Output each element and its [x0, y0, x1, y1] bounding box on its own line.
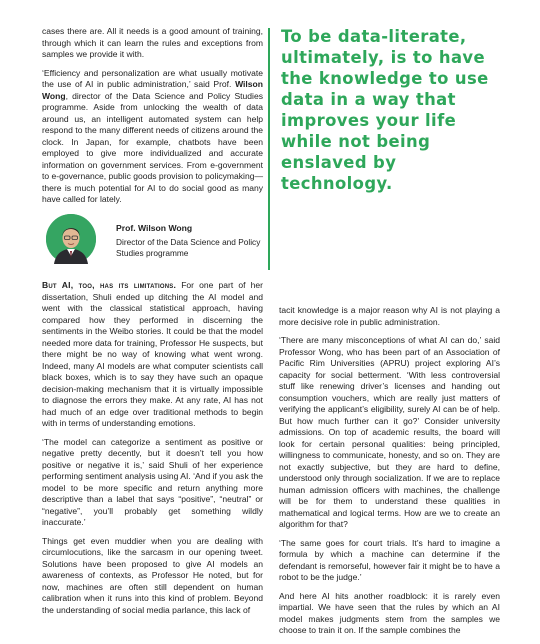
pullquote: To be data-literate, ultimately, is to have the knowledge to use data in a way that improves your life while not being enslaved by technology.	[281, 27, 489, 193]
paragraph-limitations	[42, 280, 263, 430]
paragraph-efficiency	[42, 68, 263, 206]
paragraph-court-trials: ‘The same goes for court trials. It’s hard to imagine a formula by which a machine can determine if the defendant is remorseful, however fair it might be to have a robot to be the judge.’	[279, 537, 500, 582]
left-column-bottom	[42, 280, 263, 623]
avatar-photo-icon	[46, 214, 96, 264]
speaker-role: Director of the Data Science and Policy Studies programme	[116, 237, 261, 258]
paragraph-roadblock: And here AI hits another roadblock: it is rarely even impartial. We have seen that the rules by which an AI model makes judgments stem from the samples we choose to train it on. If the sample combines the	[279, 590, 500, 635]
avatar	[46, 214, 96, 264]
paragraph-training: cases there are. All it needs is a good amount of training, through which it can learn the rules and exceptions from samples we provide it with.	[42, 26, 263, 59]
right-column-bottom	[279, 305, 500, 644]
paragraph-misconceptions: ‘There are many misconceptions of what AI can do,’ said Professor Wong, who has been part of an Association of Pacific Rim Universities (APRU) project exploring AI’s capacity for social betterment. ‘With less controversial stuff like renewing driver’s licenses and handing out consumption vouchers, which are really just matters of verifying the applicant’s eligibility, surely AI can be of help. But how much further can it go?’ Consider university admissions. On top of academic results, the board will look for certain personal qualities: being principled, willingness to communicate, honesty, and so on. They are not exactly subjective, but they are hard to define, understood only through socialization. If we are to replace human admission officers with machines, the challenge will be for them to understand these qualities in mathematical and logical terms. How are we to create an algorithm for that?	[279, 335, 500, 529]
paragraph-efficiency-start: ‘Efficiency and personalization are what usually motivate the use of AI in public administration,’ said Prof.	[42, 67, 263, 89]
paragraph-sentiment-quote: ‘The model can categorize a sentiment as positive or negative pretty decently, but it doesn’t tell you how positive or negative it is,’ said Shuli of her experience performing sentiment analysis using AI. ‘And if you ask the model to be more specific and return anything more descriptive than a label that says “positive”, “neutral” or “negative”, you’ll probably get something wildly inaccurate.’	[42, 436, 263, 527]
pullquote-rule	[268, 28, 270, 270]
left-column-top	[42, 26, 263, 213]
paragraph-limitations-rest: For one part of her dissertation, Shuli ended up ditching the AI model and went with the classical statistical approach, having compared how they performed in discerning the sentiments in the Weibo stories. It could be that the model needed more data for training, Professor He suspects, but there might be no way of knowing what went wrong. Indeed, many AI models are what computer scientists call black boxes, which is to say they have such an opaque decision-making mechanism that it is virtually impossible to diagnose the errors they make. At any rate, AI has not had much of an edge over traditional methods to begin with in terms of understanding emotions.	[42, 280, 263, 428]
speaker-name-inline: Wilson Wong	[42, 79, 263, 101]
paragraph-efficiency-rest: , director of the Data Science and Policy Studies programme. Aside from unlocking the wealth of data around us, an intelligent automated system can help respond to the many different needs of citizens around the clock. In Japan, for example, chatbots have been employed to give more individualized and accurate information on government services. From e-government to e-governance, public goods provision to policymaking—there is much potential for AI to do social good as many have called for lately.	[42, 90, 263, 204]
lead-in: But AI, too, has its limitations.	[42, 280, 177, 290]
speaker-name: Prof. Wilson Wong	[116, 223, 193, 233]
speaker-card	[46, 214, 266, 268]
paragraph-tacit-knowledge: tacit knowledge is a major reason why AI is not playing a more decisive role in public administration.	[279, 305, 500, 327]
paragraph-circumlocutions: Things get even muddier when you are dealing with circumlocutions, like the sarcasm in our opening tweet. Solutions have been proposed to give AI models an awareness of contexts, as Professor He noted, but for now, machines are often still dependent on human calibration when it runs into this kind of problem. Beyond the understanding of social media parlance, this lack of	[42, 535, 263, 615]
